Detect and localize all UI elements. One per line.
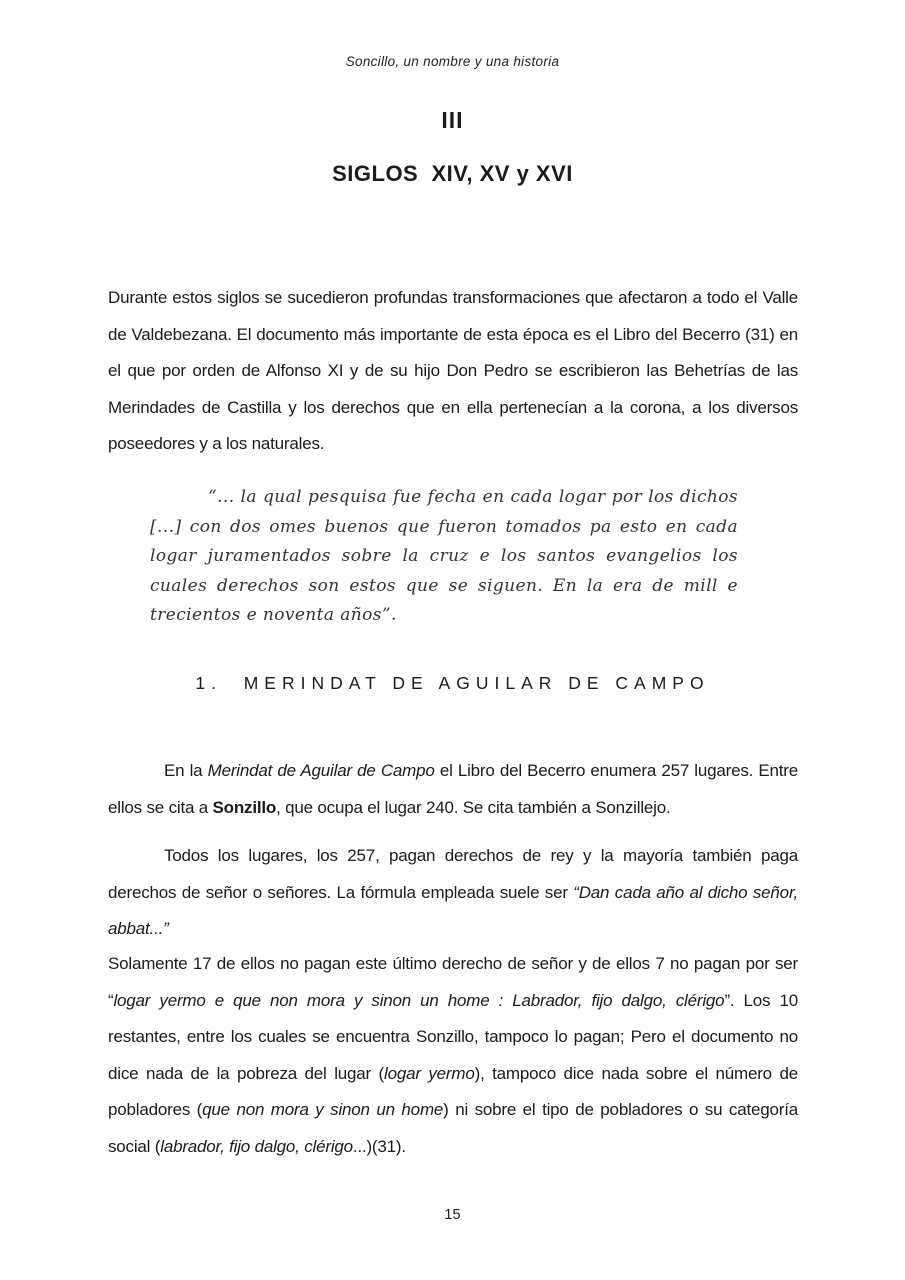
- paragraph-intro: Durante estos siglos se sucedieron profundas transformaciones que afectaron a todo el Valle de Valdebezana. El documento más importante de esta época es el Libro del Becerro (31) en el que por orden de Alfonso XI y de su hijo Don Pedro se escribieron las Behetrías de las Merindades de Castilla y los derechos que en ella pertenecían a la corona, a los diversos poseedores y a los naturales.: [108, 288, 798, 453]
- paragraph-merindat-text: el Libro del Becerro enumera 257 lugares. Entre ellos se cita a: [108, 761, 798, 817]
- running-header: Soncillo, un nombre y una historia: [345, 54, 560, 69]
- section-heading-merindat: 1. MERINDAT DE AGUILAR DE CAMPO: [195, 673, 710, 693]
- paragraph-merindat-italic-run: Merindat de Aguilar de Campo: [207, 761, 435, 780]
- chapter-title: SIGLOS XIV, XV y XVI: [332, 161, 573, 186]
- paragraph-solamente-text: ”. Los 10 restantes, entre los cuales se encuentra Sonzillo, tampoco lo pagan; Pero el documento no dice nada de la pobreza del lugar (: [108, 990, 798, 1083]
- paragraph-solamente-text: Solamente 17 de ellos no pagan este último derecho de señor y de ellos 7 no pagan por ser “: [108, 954, 798, 1010]
- paragraph-merindat-bold-run: Sonzillo: [212, 797, 277, 817]
- paragraph-solamente-text: ...)(31).: [352, 1136, 406, 1156]
- chapter-number: III: [441, 107, 464, 133]
- paragraph-derechos: [108, 838, 798, 948]
- paragraph-solamente-italic-run: labrador, fijo dalgo, clérigo: [160, 1136, 353, 1156]
- paragraph-merindat-text: En la: [164, 761, 208, 780]
- paragraph-solamente: [108, 946, 798, 1165]
- paragraph-merindat-text: , que ocupa el lugar 240. Se cita también a Sonzillejo.: [276, 797, 671, 817]
- paragraph-solamente-italic-run: logar yermo e que non mora y sinon un home : Labrador, fijo dalgo, clérigo: [113, 990, 725, 1010]
- paragraph-derechos-text: Todos los lugares, los 257, pagan derechos de rey y la mayoría también paga derechos de señor o señores. La fórmula empleada suele ser: [108, 846, 798, 902]
- paragraph-solamente-italic-run: que non mora y sinon un home: [202, 1100, 444, 1119]
- paragraph-derechos-italic-run: “Dan cada año al dicho señor, abbat...”: [108, 882, 798, 938]
- paragraph-solamente-text: ) ni sobre el tipo de pobladores o su categoría social (: [108, 1100, 799, 1156]
- paragraph-solamente-italic-run: logar yermo: [384, 1063, 475, 1083]
- page-number: 15: [444, 1207, 461, 1223]
- paragraph-solamente-text: ), tampoco dice nada sobre el número de pobladores (: [108, 1063, 798, 1119]
- blockquote-pesquisa: “... la qual pesquisa fue fecha en cada logar por los dichos [...] con dos omes buenos que fueron tomados pa esto en cada logar juramentados sobre la cruz e los santos evangelios los cuales derechos son estos que se siguen. En la era de mill e trecientos e noventa años”.: [150, 487, 738, 625]
- paragraph-merindat: [108, 753, 798, 826]
